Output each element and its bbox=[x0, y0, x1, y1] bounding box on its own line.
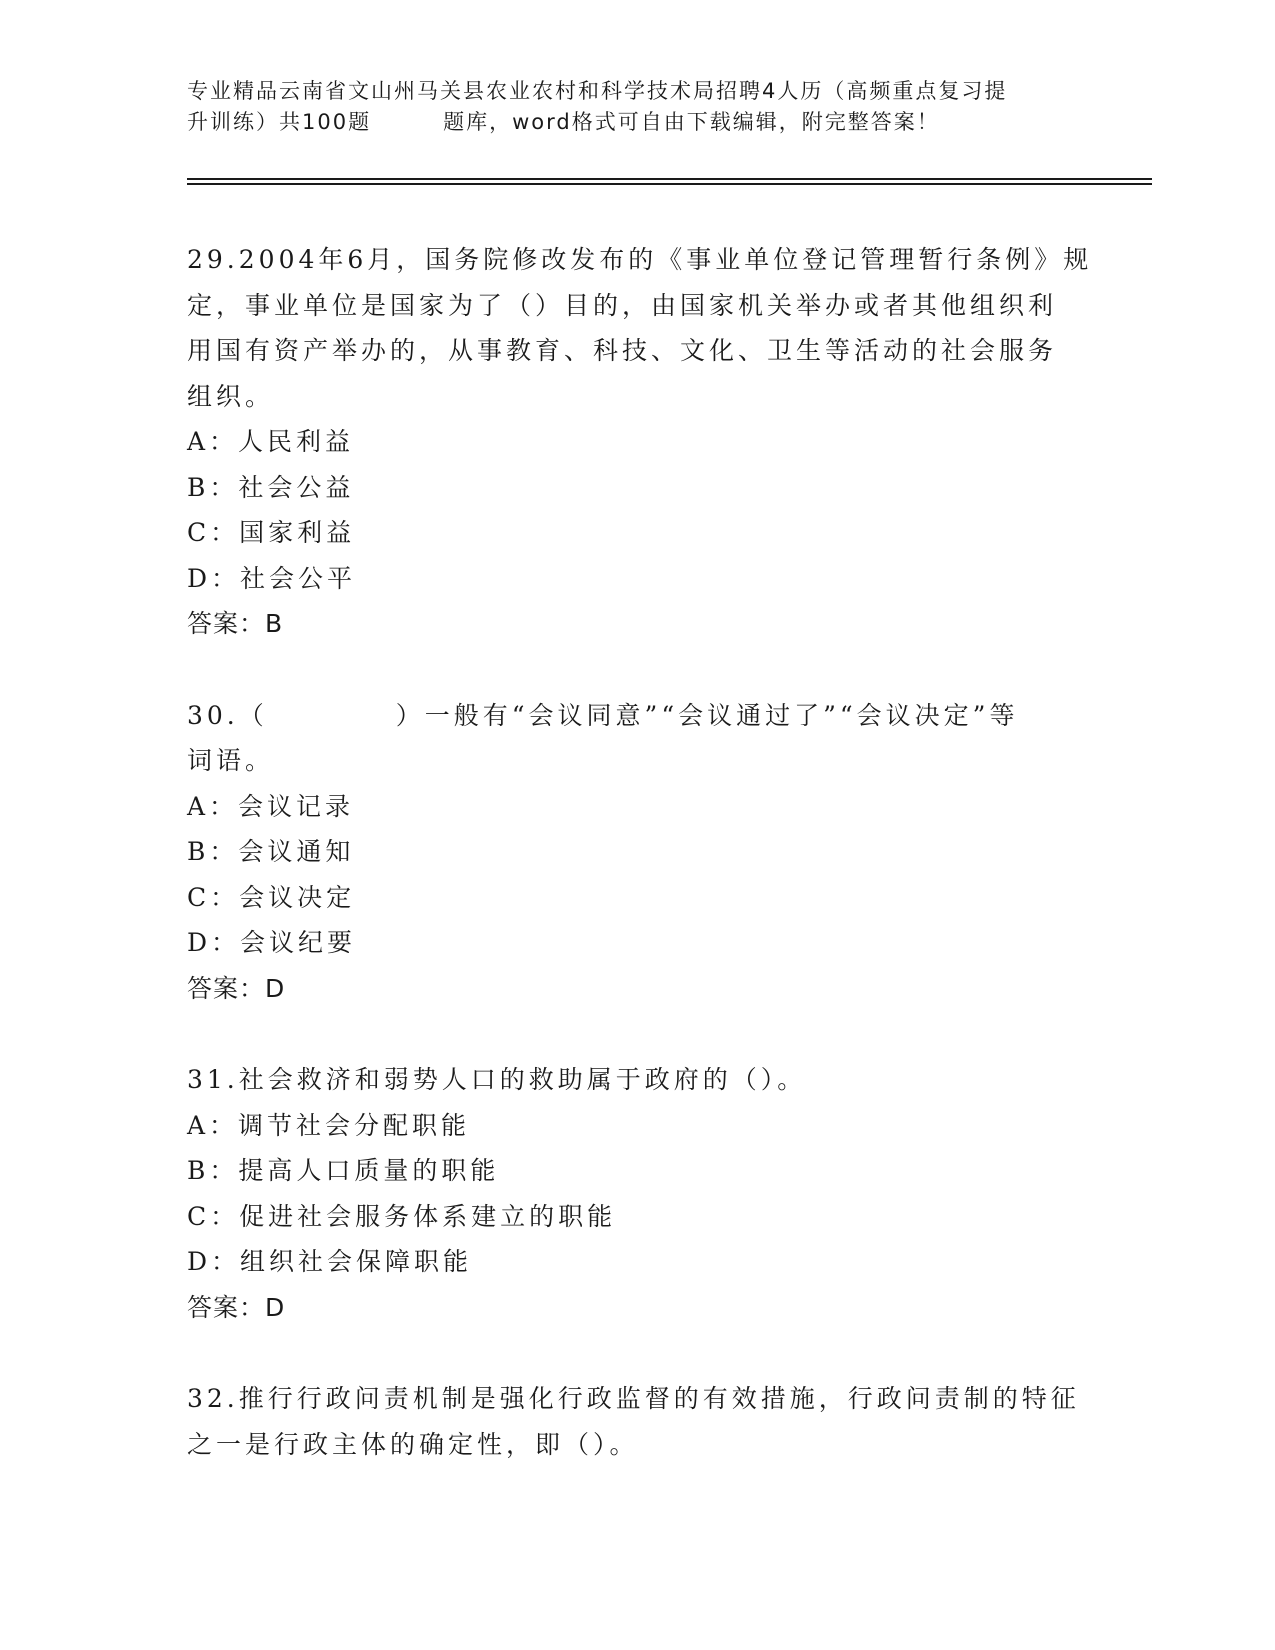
option-c: C：促进社会服务体系建立的职能 bbox=[187, 1201, 617, 1231]
option-d: D：会议纪要 bbox=[187, 928, 357, 957]
option-d: D：组织社会保障职能 bbox=[187, 1247, 473, 1276]
question-text-line: 31.社会救济和弱势人口的救助属于政府的（）。 bbox=[187, 1065, 807, 1094]
page-header bbox=[187, 76, 1087, 138]
question-text-line: 定，事业单位是国家为了（）目的，由国家机关举办或者其他组织利 bbox=[187, 290, 1058, 320]
option-c: C：国家利益 bbox=[187, 518, 356, 547]
answer: 答案：D bbox=[187, 1292, 286, 1322]
header-line-2 bbox=[187, 107, 1087, 138]
question-text-line bbox=[187, 693, 1087, 739]
answer: 答案：D bbox=[187, 973, 286, 1003]
question-31 bbox=[187, 1057, 1087, 1330]
option-a: A：会议记录 bbox=[187, 791, 355, 821]
option-a: A：人民利益 bbox=[187, 427, 355, 456]
question-text-line: 词语。 bbox=[187, 746, 275, 775]
answer: 答案：B bbox=[187, 609, 284, 638]
header-line-2-part-a: 升训练）共100题 bbox=[187, 110, 372, 134]
question-text-part: 30.（ bbox=[187, 700, 268, 730]
question-text-line: 32.推行行政问责机制是强化行政监督的有效措施，行政问责制的特征 bbox=[187, 1384, 1080, 1413]
header-line-2-part-b: 题库，word格式可自由下载编辑，附完整答案！ bbox=[443, 110, 940, 134]
option-b: B：社会公益 bbox=[187, 472, 355, 502]
option-a: A：调节社会分配职能 bbox=[187, 1110, 471, 1140]
header-divider-top bbox=[187, 178, 1152, 180]
question-text-line: 用国有资产举办的，从事教育、科技、文化、卫生等活动的社会服务 bbox=[187, 336, 1058, 365]
question-30 bbox=[187, 693, 1087, 1012]
header-divider-bottom bbox=[187, 183, 1152, 185]
option-b: B：会议通知 bbox=[187, 837, 355, 866]
question-text-line: 之一是行政主体的确定性，即（）。 bbox=[187, 1429, 639, 1459]
question-32 bbox=[187, 1376, 1087, 1467]
question-text-line: 组织。 bbox=[187, 381, 275, 411]
question-list bbox=[187, 237, 1093, 1467]
option-c: C：会议决定 bbox=[187, 882, 356, 912]
option-d: D：社会公平 bbox=[187, 563, 357, 593]
question-text-line: 29.2004年6月，国务院修改发布的《事业单位登记管理暂行条例》规 bbox=[187, 245, 1093, 274]
header-line-1: 专业精品云南省文山州马关县农业农村和科学技术局招聘4人历（高频重点复习提 bbox=[187, 79, 1008, 103]
option-b: B：提高人口质量的职能 bbox=[187, 1156, 500, 1185]
question-29 bbox=[187, 237, 1093, 647]
question-text-part: ）一般有“会议同意”“会议通过了”“会议决定”等 bbox=[395, 700, 1019, 730]
